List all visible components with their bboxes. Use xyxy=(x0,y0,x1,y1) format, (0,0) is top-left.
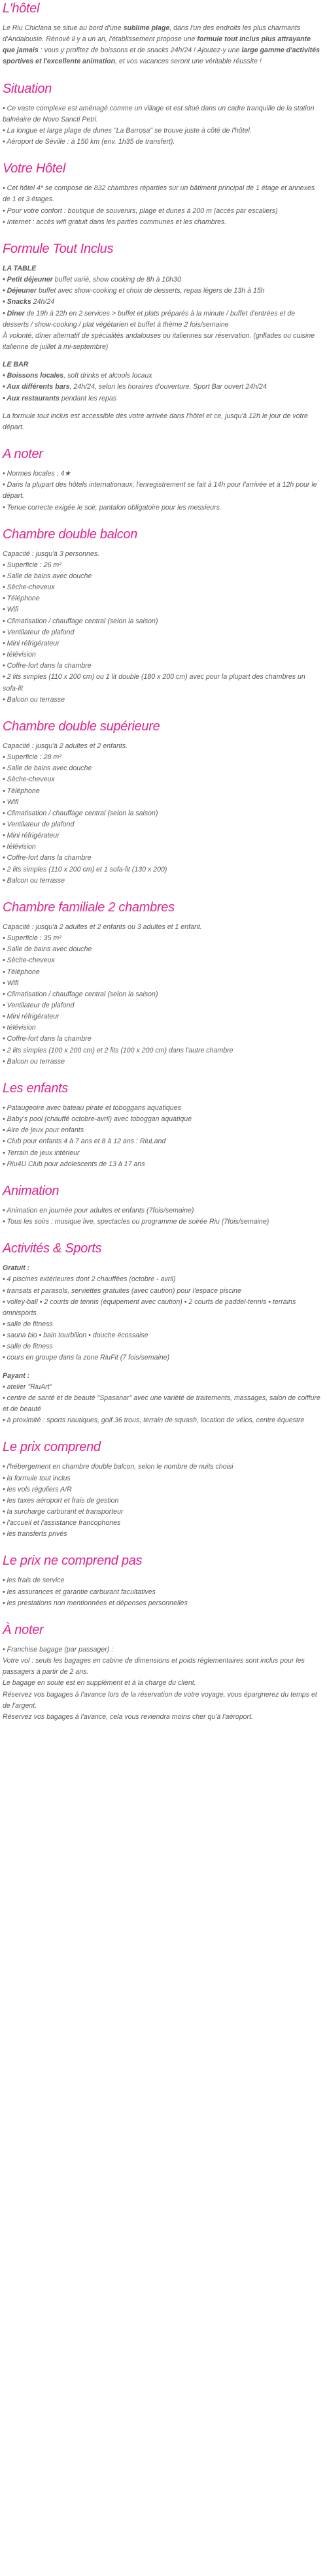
list-item: • télévision xyxy=(3,651,36,659)
list-item: • Mini réfrigérateur xyxy=(3,639,60,647)
list-item: Réservez vos bagages à l'avance lors de la réservation de votre voyage, vous épargnerez du temps et de l'argent. xyxy=(3,1690,317,1710)
section-chambre-balcon xyxy=(3,527,321,706)
list-item: • 2 lits simples (100 x 200 cm) et 2 lits (100 x 200 cm) dans l'autre chambre xyxy=(3,1046,233,1054)
list-item: • Boissons locales, soft drinks et alcools locaux xyxy=(3,372,152,380)
list-item: • Balcon ou terrasse xyxy=(3,1057,65,1066)
list-item: • les assurances et garantie carburant facultatives xyxy=(3,1588,156,1596)
room-capacity: Capacité : jusqu'à 2 adultes et 2 enfants ou 3 adultes et 1 enfant. xyxy=(3,922,202,931)
list-item: • Ventilateur de plafond xyxy=(3,628,75,636)
list-item: • Aux restaurants pendant les repas xyxy=(3,394,117,402)
section-title: Formule Tout Inclus xyxy=(3,241,114,256)
list-item: • Coffre-fort dans la chambre xyxy=(3,662,92,670)
list-item: • cours en groupe dans la zone RiuFit (7 fois/semaine) xyxy=(3,1354,170,1362)
section-title: L'hôtel xyxy=(3,1,40,16)
list-item: • l'hébergement en chambre double balcon, selon le nombre de nuits choisi xyxy=(3,1463,233,1471)
list-item: Le bagage en soute est en supplément et à la charge du client. xyxy=(3,1679,196,1687)
list-item: • Superficie : 35 m² xyxy=(3,934,61,943)
section-a-noter xyxy=(3,446,321,514)
list-item: • Franchise bagage (par passager) : xyxy=(3,1645,114,1654)
list-item: • Pour votre confort : boutique de souvenirs, plage et dunes à 200 m (accès par escaliers) xyxy=(3,206,278,215)
section-formule xyxy=(3,241,321,433)
list-item: • l'accueil et l'assistance francophones xyxy=(3,1519,121,1527)
list-item: • Tous les soirs : musique live, spectacles ou programme de soirée Riu (7fois/semaine) xyxy=(3,1218,269,1226)
list-item: • Dans la plupart des hôtels internationaux, l'enregistrement se fait à 14h pour l'arrivée et à 12h pour le départ. xyxy=(3,481,317,500)
list-item: • La longue et large plage de dunes "La Barrosa" se trouve juste à côté de l'hôtel. xyxy=(3,126,252,135)
list-item: • Aire de jeux pour enfants xyxy=(3,1126,84,1135)
list-item: • 2 lits simples (110 x 200 cm) et 1 sofa-lit (130 x 200) xyxy=(3,865,167,873)
section-sports xyxy=(3,1241,321,1426)
list-item: • Animation en journée pour adultes et enfants (7fois/semaine) xyxy=(3,1206,194,1215)
list-item: • les prestations non mentionnées et dépenses personnelles xyxy=(3,1599,188,1607)
section-title: Votre Hôtel xyxy=(3,161,66,176)
section-situation xyxy=(3,81,321,148)
list-item: • Wifi xyxy=(3,606,19,614)
list-item: • centre de santé et de beauté "Spasanar" avec une variété de traitements, massages, salon de coiffure et de beauté xyxy=(3,1394,320,1414)
section-title: A noter xyxy=(3,447,43,462)
section-hotel xyxy=(3,1,321,68)
list-item: • Cet hôtel 4* se compose de 832 chambres réparties sur un bâtiment principal de 1 étage et annexes de 1 et 3 étages. xyxy=(3,184,315,204)
room-capacity: Capacité : jusqu'à 3 personnes. xyxy=(3,549,100,558)
list-item: • Tenue correcte exigée le soir, pantalon obligatoire pour les messieurs. xyxy=(3,503,222,512)
list-item: • sauna bio • bain tourbillon • douche écossaise xyxy=(3,1331,148,1340)
list-item: • Snacks 24h/24 xyxy=(3,298,55,306)
list-item: Réservez vos bagages à l'avance, cela vous reviendra moins cher qu'à l'aéroport. xyxy=(3,1712,253,1721)
section-chambre-superieure xyxy=(3,719,321,887)
list-item: • Coffre-fort dans la chambre xyxy=(3,1035,92,1043)
list-item: • salle de fitness xyxy=(3,1320,53,1328)
room-capacity: Capacité : jusqu'à 2 adultes et 2 enfants. xyxy=(3,742,128,750)
subheading-payant: Payant : xyxy=(3,1371,30,1380)
list-item: • Dîner de 19h à 22h en 2 services > buffet et plats préparés à la minute / buffet d'entrées et de desserts / show-cooking / plat végétarien et buffet à thème 2 fois/semaine xyxy=(3,309,296,329)
section-votre-hotel xyxy=(3,161,321,228)
list-item: • Climatisation / chauffage central (selon la saison) xyxy=(3,990,158,998)
list-item: • Salle de bains avec douche xyxy=(3,945,92,954)
list-item: • Mini réfrigérateur xyxy=(3,832,60,840)
list-item: • Mini réfrigérateur xyxy=(3,1013,60,1021)
hotel-intro: Le Riu Chiclana se situe au bord d'une sublime plage, dans l'un des endroits les plus charmants d'Andalousie. Rénové il y a un an, l'établissement propose une formule tout inclus plus attrayante que jamais : vous y profitez de boissons et de snacks 24h/24 ! Ajoutez-y une large gamme d'activités sportives et l'excellente animation, et vos vacances seront une véritable réussite ! xyxy=(3,24,320,66)
section-title: Animation xyxy=(3,1183,60,1198)
subheading-table: LA TABLE xyxy=(3,264,37,272)
list-item: • Club pour enfants 4 à 7 ans et 8 à 12 ans : RiuLand xyxy=(3,1137,166,1146)
list-item: • télévision xyxy=(3,1024,36,1032)
section-title: Le prix comprend xyxy=(3,1440,101,1455)
formule-note: La formule tout inclus est accessible dès votre arrivée dans l'hôtel et ce, jusqu'à 12h le jour de votre départ. xyxy=(3,412,308,431)
list-item: À volonté, dîner alternatif de spécialités andalouses ou italiennes sur réservation. (grillades ou cuisine italienne de juillet à mi-septembre) xyxy=(3,331,315,351)
section-title: Chambre familiale 2 chambres xyxy=(3,900,175,915)
list-item: • les transferts privés xyxy=(3,1530,67,1539)
list-item: • Baby's pool (chauffé octobre-avril) avec toboggan aquatique xyxy=(3,1115,192,1124)
list-item: • Sèche-cheveux xyxy=(3,583,55,592)
section-title: Chambre double balcon xyxy=(3,527,138,542)
list-item: • Salle de bains avec douche xyxy=(3,764,92,773)
section-title: À noter xyxy=(3,1622,44,1637)
list-item: • Normes locales : 4★ xyxy=(3,470,71,478)
list-item: • à proximité : sports nautiques, golf 36 trous, terrain de squash, location de vélos, centre équestre xyxy=(3,1416,305,1425)
section-title: Situation xyxy=(3,81,52,96)
list-item: • Aux différents bars, 24h/24, selon les horaires d'ouverture. Sport Bar ouvert 24h/24 xyxy=(3,383,267,391)
list-item: • Climatisation / chauffage central (selon la saison) xyxy=(3,809,158,817)
list-item: • Superficie : 28 m² xyxy=(3,753,61,762)
section-title: Le prix ne comprend pas xyxy=(3,1554,143,1569)
section-title: Chambre double supérieure xyxy=(3,719,160,734)
list-item: • volley-ball • 2 courts de tennis (équipement avec caution) • 2 courts de paddel-tennis • terrains omnisports xyxy=(3,1297,296,1317)
list-item: • Téléphone xyxy=(3,968,40,976)
list-item: • Sèche-cheveux xyxy=(3,775,55,784)
list-item: • Balcon ou terrasse xyxy=(3,695,65,704)
list-item: • Sèche-cheveux xyxy=(3,956,55,965)
section-title: Les enfants xyxy=(3,1081,69,1096)
section-chambre-familiale xyxy=(3,900,321,1068)
list-item: • 2 lits simples (110 x 200 cm) ou 1 lit double (180 x 200 cm) avec pour la plupart des chambres un sofa-lit xyxy=(3,673,305,693)
list-item: • Ce vaste complexe est aménagé comme un village et est situé dans un cadre tranquille de la station balnéaire de Novo Sancti Petri. xyxy=(3,104,315,123)
list-item: • les frais de service xyxy=(3,1576,65,1585)
list-item: • atelier "RiuArt" xyxy=(3,1382,52,1391)
list-item: • Terrain de jeux intérieur xyxy=(3,1149,80,1157)
subheading-gratuit: Gratuit : xyxy=(3,1264,30,1273)
list-item: • télévision xyxy=(3,843,36,851)
list-item: • Aéroport de Séville : à 150 km (env. 1h35 de transfert). xyxy=(3,138,175,146)
list-item: • Ventilateur de plafond xyxy=(3,1002,75,1009)
list-item: • 4 piscines extérieures dont 2 chauffées (octobre - avril) xyxy=(3,1275,176,1284)
subheading-bar: LE BAR xyxy=(3,361,29,369)
list-item: • Salle de bains avec douche xyxy=(3,572,92,580)
list-item: • la surcharge carburant et transporteur xyxy=(3,1508,124,1516)
list-item: • salle de fitness xyxy=(3,1343,53,1351)
list-item: Votre vol : seuls les bagages en cabine de dimensions et poids réglementaires sont inclus pour les passagers à partir de 2 ans. xyxy=(3,1657,305,1676)
section-prix-comprend xyxy=(3,1439,321,1540)
section-animation xyxy=(3,1183,321,1228)
list-item: • Wifi xyxy=(3,979,19,987)
list-item: • Internet : accès wifi gratuit dans les parties communes et les chambres. xyxy=(3,218,227,226)
list-item: • transats et parasols, serviettes gratuites (avec caution) pour l'espace piscine xyxy=(3,1286,241,1295)
list-item: • la formule tout inclus xyxy=(3,1474,71,1482)
list-item: • Wifi xyxy=(3,798,19,806)
list-item: • Téléphone xyxy=(3,787,40,795)
section-title: Activités & Sports xyxy=(3,1241,102,1256)
list-item: • Téléphone xyxy=(3,595,40,603)
list-item: • Ventilateur de plafond xyxy=(3,820,75,828)
list-item: • Balcon ou terrasse xyxy=(3,876,65,885)
list-item: • les vols réguliers A/R xyxy=(3,1485,72,1493)
section-prix-ne-comprend xyxy=(3,1553,321,1608)
section-enfants xyxy=(3,1081,321,1170)
list-item: • Pataugeoire avec bateau pirate et toboggans aquatiques xyxy=(3,1103,181,1112)
list-item: • Petit déjeuner buffet varié, show cooking de 8h à 10h30 xyxy=(3,276,181,284)
list-item: • Climatisation / chauffage central (selon la saison) xyxy=(3,617,158,625)
list-item: • Riu4U Club pour adolescents de 13 à 17 ans xyxy=(3,1160,145,1168)
list-item: • Superficie : 26 m² xyxy=(3,561,61,569)
section-a-noter-bagages xyxy=(3,1622,321,1723)
hotel-description-page xyxy=(0,1,327,1723)
list-item: • Coffre-fort dans la chambre xyxy=(3,854,92,862)
list-item: • Déjeuner buffet avec show-cooking et choix de desserts, repas légers de 13h à 15h xyxy=(3,287,265,295)
list-item: • les taxes aéroport et frais de gestion xyxy=(3,1496,119,1505)
